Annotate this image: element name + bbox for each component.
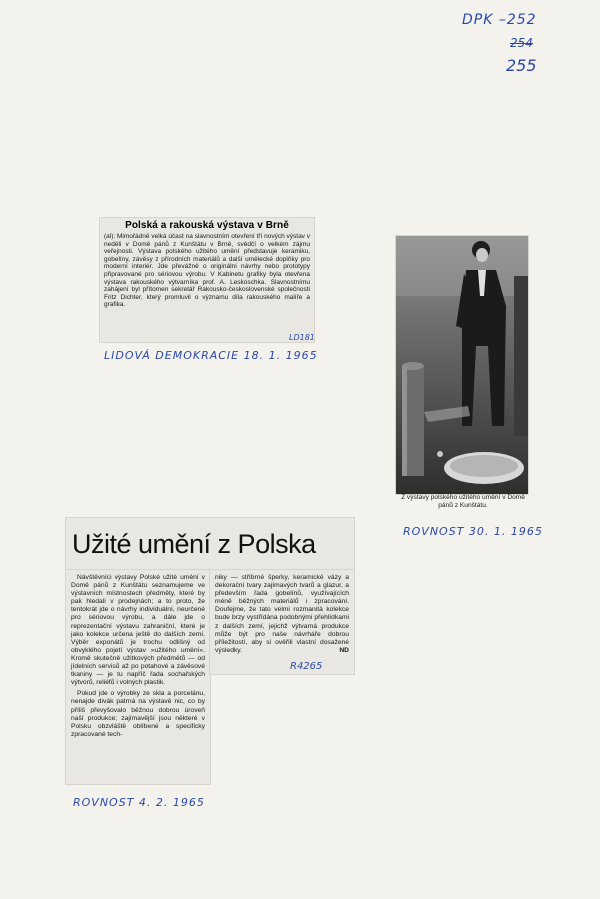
- clip3-source: ROVNOST 4. 2. 1965: [73, 796, 205, 809]
- photo-image: [396, 236, 528, 494]
- reference-current: 255: [506, 56, 537, 75]
- clip3-paragraph-3: niky — stříbrné šperky, keramické vázy a dekorační tvary zajímavých tvarů a glazur, a především řada gobelínů, využívajících méně běžných materiálů i zpracování. Doufejme, že tato velmi rozmanitá kolekce bude brzy vystřídána podobnými přehlídkami z dalších zemí, jejichž výtvarná produkce může být pro naše návrháře dobrou příležitostí, aby si ověřili vlastní dosažené výsledky. ND: [215, 574, 349, 654]
- clip1-headline: Polská a rakouská výstava v Brně: [125, 220, 289, 231]
- clip3-mark: R4265: [290, 661, 323, 672]
- photo-caption: Z výstavy polského užitého umění v Domě pánů z Kunštátu.: [401, 494, 525, 509]
- clip3-headline: Užité umění z Polska: [72, 529, 316, 559]
- reference-corrected: 254: [510, 36, 533, 50]
- photo-source: ROVNOST 30. 1. 1965: [403, 525, 543, 538]
- clip1-body: (al): Mimořádně velká účast na slavnostním otevření tří nových výstav v neděli v Domě pánů z Kunštátu v Brně, svědčí o velkém zájmu veřejnosti. Výstava polského užitého umění představuje keramiku, gobelíny, závěsy z přírodních materiálů a další umělecké doplňky pro moderní interiér. Jde převážně o originální návrhy nebo prototypy připravované pro sériovou výrobu. V Kabinetu grafiky byla otevřena výstava rakouského výtvarníka prof. A. Leskoschka. Slavnostnímu zahájení byl přítomen sekretář Rakousko-československé společnosti Fritz Dichter, který promluvil o významu díla rakouského malíře a grafika.: [104, 233, 310, 309]
- clip3-column-2: [210, 570, 354, 674]
- clip3-column-1: [66, 570, 210, 784]
- clip3-signature: ND: [339, 646, 349, 654]
- clipping-rovnost-headline: [66, 518, 354, 570]
- clipping-lidova-demokracie: [100, 218, 314, 342]
- clip1-mark: LD181: [289, 333, 315, 342]
- archive-reference: DPK –252: [462, 12, 537, 28]
- clip3-paragraph-1: Návštěvníci výstavy Polské užité umění v Domě pánů z Kunštátu seznamujeme ve výstavních místnostech předměty, které by pak hledali v prodejnách; a to proto, že tentokrát jde o návrhy individuální, neurčené pro sériovou výrobu, a dále jde o reprezentační výstavu zahraniční, které je jako kolekce určena ještě do dalších zemí. Výběr exponátů je trochu odlišný od obvyklého pojetí výstav »užitého umění«. Kromě skutečně užitkových předmětů — od jídelních servisů až po potahové a závěsové tkaniny — je tu napříč řada sochařských výtvorů, reliéfů i volných plastik.: [71, 574, 205, 687]
- exhibition-photo: [396, 236, 528, 494]
- clip3-paragraph-2: Pokud jde o výrobky ze skla a porcelánu, nenajde divák patrná na výstavě nic, co by příliš převyšovalo běžnou dobrou úroveň naší produkce; zajímavější jsou některé v Polsku obzvláště oblíbené a specificky zpracované tech-: [71, 690, 205, 738]
- clip1-source: LIDOVÁ DEMOKRACIE 18. 1. 1965: [104, 349, 318, 362]
